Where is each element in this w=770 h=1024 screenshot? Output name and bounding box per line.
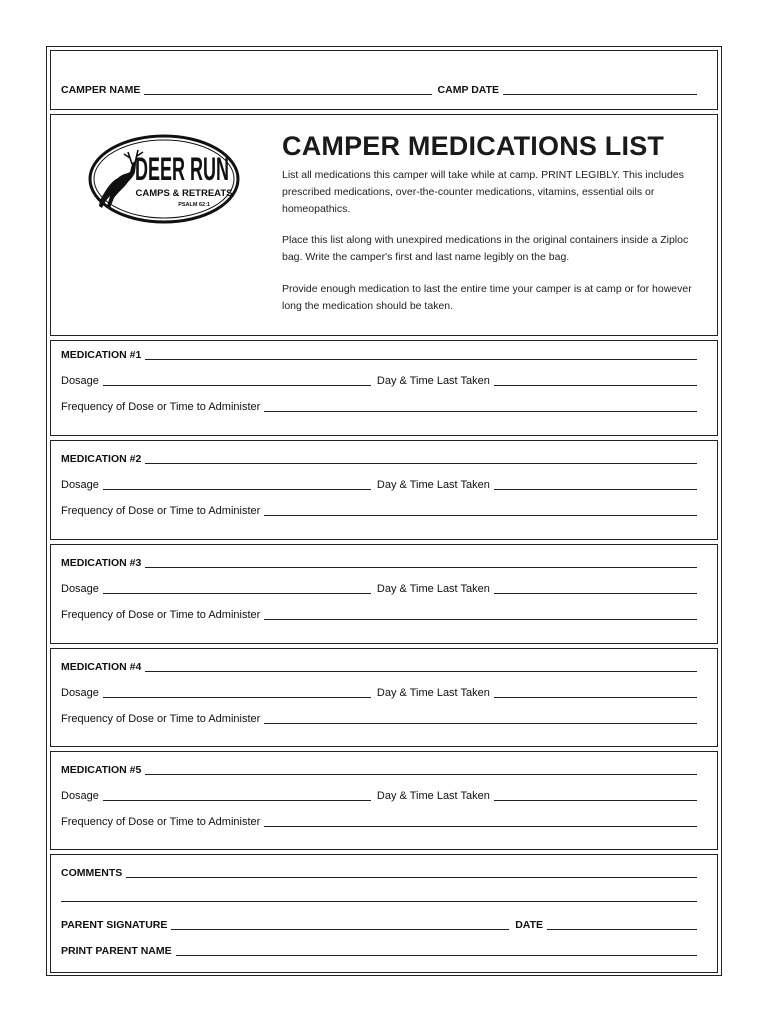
logo-verse: PSALM 62:1	[178, 202, 210, 208]
dosage-field[interactable]	[103, 384, 371, 386]
frequency-label: Frequency of Dose or Time to Administer	[61, 505, 261, 517]
last-taken-label: Day & Time Last Taken	[376, 790, 490, 802]
instructions-paragraph-1: List all medications this camper will take while at camp. PRINT LEGIBLY. This includes prescribed medications, over-the-counter medications, vitamins, essential oils or homeopathics.	[282, 169, 684, 215]
footer-section	[50, 854, 718, 973]
last-taken-label: Day & Time Last Taken	[376, 687, 490, 699]
print-parent-name-label: PRINT PARENT NAME	[61, 945, 172, 957]
medication-name-field[interactable]	[145, 566, 697, 568]
medication-name-field[interactable]	[145, 358, 697, 360]
medication-name-field[interactable]	[145, 670, 697, 672]
frequency-field[interactable]	[264, 514, 697, 516]
medication-block-2	[50, 440, 718, 540]
medication-title: MEDICATION #1	[61, 349, 142, 361]
dosage-label: Dosage	[61, 479, 99, 491]
last-taken-field[interactable]	[494, 384, 697, 386]
page-title: CAMPER MEDICATIONS LIST	[282, 131, 665, 161]
logo-sub: CAMPS & RETREATS	[135, 188, 233, 199]
medication-title: MEDICATION #2	[61, 453, 142, 465]
frequency-label: Frequency of Dose or Time to Administer	[61, 401, 261, 413]
camper-name-field[interactable]	[144, 93, 431, 95]
frequency-field[interactable]	[264, 410, 697, 412]
frequency-field[interactable]	[264, 618, 697, 620]
comments-label: COMMENTS	[61, 867, 123, 879]
dosage-field[interactable]	[103, 799, 371, 801]
last-taken-label: Day & Time Last Taken	[376, 479, 490, 491]
frequency-label: Frequency of Dose or Time to Administer	[61, 713, 261, 725]
dosage-label: Dosage	[61, 687, 99, 699]
logo-brand: DEER RUN	[135, 151, 229, 188]
frequency-field[interactable]	[264, 825, 697, 827]
camp-date-label: CAMP DATE	[437, 84, 499, 96]
camper-name-label: CAMPER NAME	[61, 84, 141, 96]
last-taken-field[interactable]	[494, 696, 697, 698]
date-field[interactable]	[547, 928, 697, 930]
comments-field[interactable]	[126, 876, 697, 878]
medication-title: MEDICATION #3	[61, 557, 142, 569]
medication-block-5	[50, 751, 718, 850]
medication-block-1	[50, 340, 718, 436]
frequency-label: Frequency of Dose or Time to Administer	[61, 609, 261, 621]
last-taken-field[interactable]	[494, 799, 697, 801]
frequency-field[interactable]	[264, 722, 697, 724]
last-taken-label: Day & Time Last Taken	[376, 583, 490, 595]
camp-date-field[interactable]	[503, 93, 697, 95]
dosage-field[interactable]	[103, 592, 371, 594]
camper-info-section	[50, 50, 718, 110]
header-section	[50, 114, 718, 336]
medication-block-4	[50, 648, 718, 747]
dosage-label: Dosage	[61, 790, 99, 802]
instructions-paragraph-3: Provide enough medication to last the entire time your camper is at camp or for however long the medication should be taken.	[282, 283, 692, 312]
medication-title: MEDICATION #5	[61, 764, 142, 776]
medication-block-3	[50, 544, 718, 644]
parent-signature-label: PARENT SIGNATURE	[61, 919, 168, 931]
last-taken-label: Day & Time Last Taken	[376, 375, 490, 387]
comments-field-line-2[interactable]	[61, 893, 697, 902]
date-label: DATE	[515, 919, 543, 931]
medication-title: MEDICATION #4	[61, 661, 142, 673]
instructions-paragraph-2: Place this list along with unexpired medications in the original containers inside a Ziploc bag. Write the camper's first and last name legibly on the bag.	[282, 234, 689, 263]
medication-name-field[interactable]	[145, 773, 697, 775]
parent-signature-field[interactable]	[171, 928, 509, 930]
medication-name-field[interactable]	[145, 462, 697, 464]
last-taken-field[interactable]	[494, 488, 697, 490]
dosage-field[interactable]	[103, 696, 371, 698]
print-parent-name-field[interactable]	[176, 954, 697, 956]
last-taken-field[interactable]	[494, 592, 697, 594]
dosage-label: Dosage	[61, 583, 99, 595]
medication-form	[46, 46, 722, 976]
deer-run-logo	[88, 134, 240, 224]
dosage-field[interactable]	[103, 488, 371, 490]
frequency-label: Frequency of Dose or Time to Administer	[61, 816, 261, 828]
dosage-label: Dosage	[61, 375, 99, 387]
